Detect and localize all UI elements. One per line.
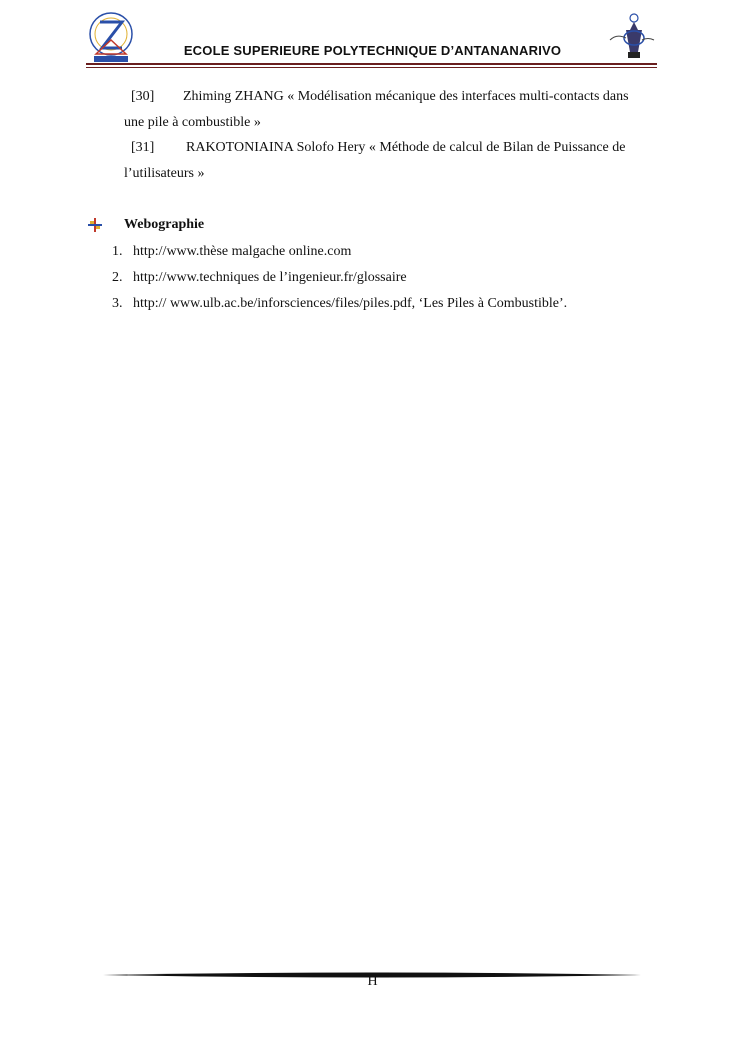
footer-rule bbox=[103, 966, 641, 974]
webography-title: Webographie bbox=[124, 217, 205, 232]
page-number: H bbox=[367, 974, 378, 989]
reference-30-line-2: une pile à combustible » bbox=[124, 115, 261, 130]
item-url: http:// www.ulb.ac.be/inforsciences/files/piles.pdf, ‘Les Piles à Combustible’. bbox=[133, 296, 568, 311]
item-url: http://www.techniques de l’ingenieur.fr/glossaire bbox=[133, 270, 407, 285]
reference-30-line-1 bbox=[131, 89, 629, 105]
webography-item bbox=[112, 270, 407, 286]
reference-31-line-2: l’utilisateurs » bbox=[124, 166, 205, 181]
header-title: ECOLE SUPERIEURE POLYTECHNIQUE D’ANTANANARIVO bbox=[183, 43, 562, 58]
webography-item bbox=[112, 296, 567, 312]
header-rule-thin bbox=[86, 67, 657, 68]
section-bullet-icon bbox=[88, 218, 102, 232]
item-number: 2. bbox=[112, 270, 123, 285]
item-number: 1. bbox=[112, 244, 123, 259]
reference-text: RAKOTONIAINA Solofo Hery « Méthode de calcul de Bilan de Puissance de bbox=[186, 140, 626, 155]
lab-logo-right bbox=[604, 8, 656, 66]
webography-item bbox=[112, 244, 351, 260]
item-number: 3. bbox=[112, 296, 123, 311]
reference-text: Zhiming ZHANG « Modélisation mécanique des interfaces multi-contacts dans bbox=[183, 89, 629, 104]
reference-number: [31] bbox=[131, 140, 155, 155]
school-logo-left bbox=[86, 10, 136, 66]
item-url: http://www.thèse malgache online.com bbox=[133, 244, 352, 259]
reference-number: [30] bbox=[131, 89, 155, 104]
header-rule bbox=[86, 63, 657, 65]
reference-31-line-1 bbox=[131, 140, 625, 156]
